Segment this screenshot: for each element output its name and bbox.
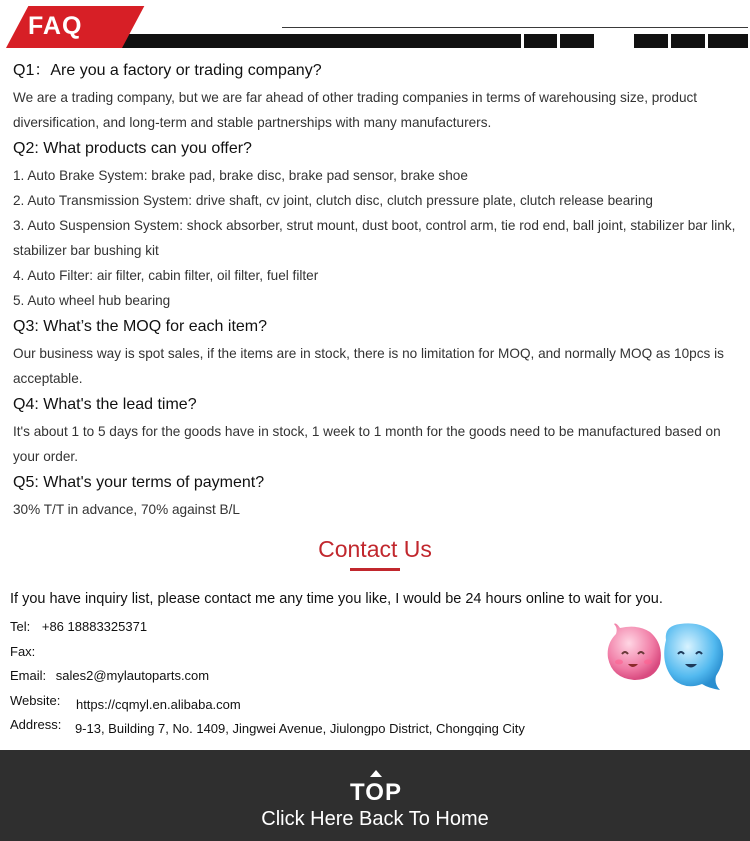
faq-title: FAQ <box>28 12 83 40</box>
top-logo[interactable] <box>346 770 406 802</box>
faq-answer-2-item-1: 1. Auto Brake System: brake pad, brake disc, brake pad sensor, brake shoe <box>13 168 468 183</box>
top-label: TOP <box>350 779 402 802</box>
fax-label: Fax: <box>10 644 36 659</box>
contact-address-row <box>10 717 525 736</box>
faq-answer-3: Our business way is spot sales, if the items are in stock, there is no limitation for MOQ, and normally MOQ as 10pcs is acceptable. <box>13 346 724 386</box>
website-value[interactable]: https://cqmyl.en.alibaba.com <box>75 697 241 712</box>
faq-question-1: Q1：Are you a factory or trading company? <box>13 62 322 79</box>
contact-intro: If you have inquiry list, please contact me any time you like, I would be 24 hours online to wait for you. <box>10 591 663 607</box>
contact-email-row <box>10 668 209 683</box>
faq-banner <box>0 0 750 52</box>
faq-answer-1: We are a trading company, but we are far ahead of other trading companies in terms of warehousing size, product diversification, and long-term and stable partnerships with many manufacturers. <box>13 90 698 130</box>
faq-answer-2-item-3: 3. Auto Suspension System: shock absorber, strut mount, dust boot, control arm, tie rod end, ball joint, stabilizer bar link, stabilizer bar bushing kit <box>13 218 736 258</box>
smiley-chat-bubbles-icon <box>606 620 726 692</box>
faq-question-3: Q3: What’s the MOQ for each item? <box>13 318 268 335</box>
faq-answer-2-item-2: 2. Auto Transmission System: drive shaft, cv joint, clutch disc, clutch pressure plate, clutch release bearing <box>13 193 653 208</box>
email-label: Email: <box>10 668 47 683</box>
address-label: Address: <box>10 717 62 732</box>
contact-fax-row <box>10 644 35 659</box>
footer-bar <box>0 750 750 841</box>
back-to-home-link[interactable]: Click Here Back To Home <box>261 808 489 830</box>
faq-answer-4: It's about 1 to 5 days for the goods have in stock, 1 week to 1 month for the goods need to be manufactured based on your order. <box>13 424 721 464</box>
contact-title: Contact Us <box>318 536 432 562</box>
tel-value[interactable]: +86 18883325371 <box>41 619 148 634</box>
email-value[interactable]: sales2@mylautoparts.com <box>55 668 210 683</box>
contact-title-underline <box>350 568 400 571</box>
faq-answer-2-item-4: 4. Auto Filter: air filter, cabin filter, oil filter, fuel filter <box>13 268 319 283</box>
website-label: Website: <box>10 693 61 708</box>
contact-website-row <box>10 693 241 712</box>
address-value: 9-13, Building 7, No. 1409, Jingwei Avenue, Jiulongpo District, Chongqing City <box>74 721 525 736</box>
faq-question-2: Q2: What products can you offer? <box>13 140 252 157</box>
banner-black-bar <box>100 34 748 48</box>
faq-answer-2-item-5: 5. Auto wheel hub bearing <box>13 293 171 308</box>
faq-list <box>13 59 743 522</box>
arrow-up-icon <box>370 770 382 777</box>
faq-answer-5: 30% T/T in advance, 70% against B/L <box>13 502 240 517</box>
contact-tel-row <box>10 619 147 634</box>
tel-label: Tel: <box>10 619 31 634</box>
faq-question-4: Q4: What's the lead time? <box>13 396 197 413</box>
banner-thin-line <box>282 27 748 28</box>
faq-question-5: Q5: What's your terms of payment? <box>13 474 265 491</box>
